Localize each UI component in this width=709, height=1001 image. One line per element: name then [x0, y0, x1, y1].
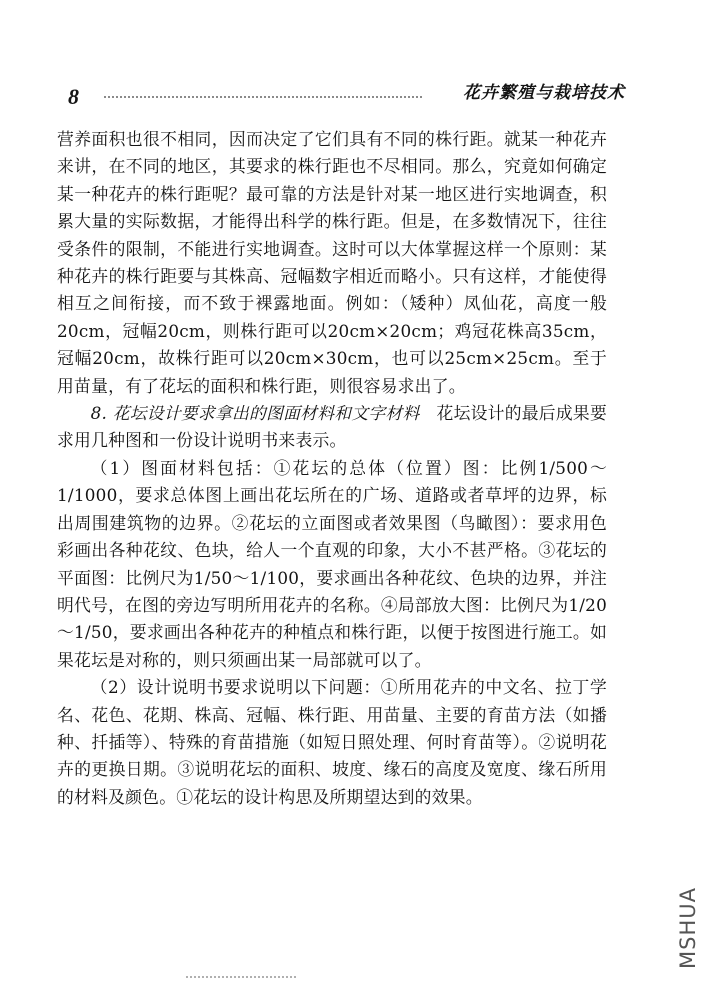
- paragraph: [57, 400, 607, 455]
- paragraph-text: 花坛设计的最后成果要求用几种图和一份设计说明书来表示。: [57, 403, 607, 451]
- scan-marks: [186, 976, 296, 978]
- watermark: MSHUA: [676, 887, 700, 969]
- section-heading: 8. 花坛设计要求拿出的图面材料和文字材料: [90, 403, 420, 424]
- page-number: 8: [68, 84, 79, 109]
- body-text: [57, 126, 607, 811]
- paragraph: （2）设计说明书要求说明以下问题：①所用花卉的中文名、拉丁学名、花色、花期、株高、冠幅、株行距、用苗量、主要的育苗方法（如播种、扦插等）、特殊的育苗措施（如短日照处理、何时育苗等）。②说明花卉的更换日期。③说明花坛的面积、坡度、缘石的高度及宽度、缘石所用的材料及颜色。①花坛的设计构思及所期望达到的效果。: [57, 677, 607, 807]
- running-title: 花卉繁殖与栽培技术: [463, 83, 625, 103]
- paragraph: 营养面积也很不相同，因而决定了它们具有不同的株行距。就某一种花卉来讲，在不同的地区，其要求的株行距也不尽相同。那么，究竟如何确定某一种花卉的株行距呢？最可靠的方法是针对某一地区进行实地调查，积累大量的实际数据，才能得出科学的株行距。但是，在多数情况下，往往受条件的限制，不能进行实地调查。这时可以大体掌握这样一个原则：某种花卉的株行距要与其株高、冠幅数字相近而略小。只有这样，才能使得相互之间衔接，而不致于裸露地面。例如：（矮种）凤仙花，高度一般20cm，冠幅20cm，则株行距可以20cm×20cm；鸡冠花株高35cm，冠幅20cm，故株行距可以20cm×30cm，也可以25cm×25cm。至于用苗量，有了花坛的面积和株行距，则很容易求出了。: [57, 129, 607, 396]
- header-dotted-rule: [104, 96, 422, 98]
- paragraph: （1）图面材料包括：①花坛的总体（位置）图：比例1/500～1/1000，要求总体图上画出花坛所在的广场、道路或者草坪的边界，标出周围建筑物的边界。②花坛的立面图或者效果图（鸟瞰图）：要求用色彩画出各种花纹、色块，给人一个直观的印象，大小不甚严格。③花坛的平面图：比例尺为1/50～1/100，要求画出各种花纹、色块的边界，并注明代号，在图的旁边写明所用花卉的名称。④局部放大图：比例尺为1/20～1/50，要求画出各种花卉的种植点和株行距，以便于按图进行施工。如果花坛是对称的，则只须画出某一局部就可以了。: [57, 457, 607, 670]
